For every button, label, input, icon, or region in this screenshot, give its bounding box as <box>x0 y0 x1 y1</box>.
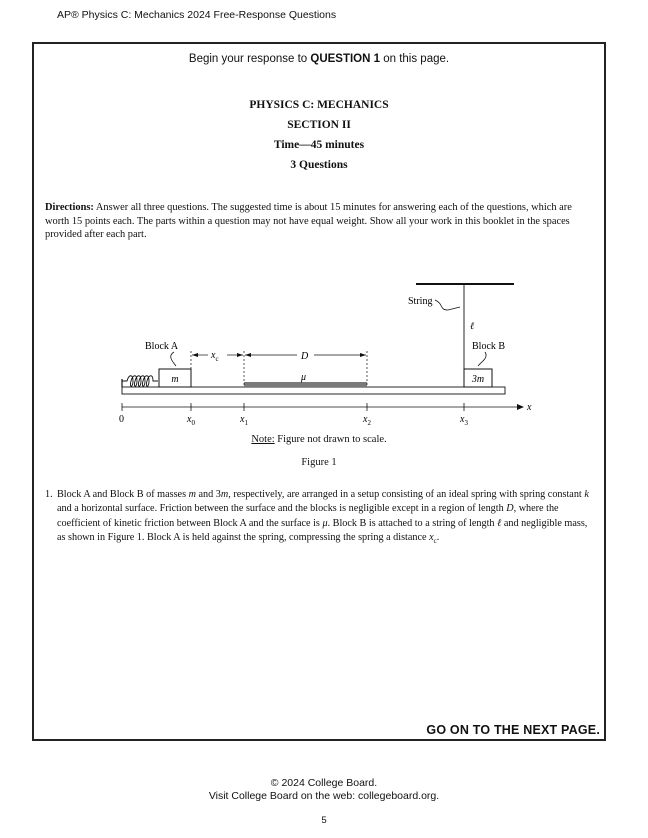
q-mu: μ <box>322 517 328 529</box>
note-label: Note: <box>251 434 275 445</box>
go-on-next-page: GO ON TO THE NEXT PAGE. <box>426 723 600 737</box>
begin-suffix: on this page. <box>380 53 450 65</box>
question-text <box>57 488 594 549</box>
surface <box>122 387 505 394</box>
tick-label-0: 0 <box>119 414 124 425</box>
q-xc-sub: c <box>433 537 437 546</box>
xc-arrow-right <box>237 353 243 357</box>
xc-label <box>210 350 219 363</box>
response-frame <box>32 42 606 741</box>
tick-label-x1 <box>239 414 248 427</box>
q-m: m <box>188 489 196 500</box>
figure-note <box>34 434 604 445</box>
block-b-pointer <box>478 352 486 366</box>
d-arrow-right <box>360 353 366 357</box>
xc-label-sub: c <box>215 355 219 363</box>
directions-label: Directions: <box>45 202 94 213</box>
section-number: SECTION II <box>287 119 351 131</box>
q-t8: . <box>436 532 440 544</box>
question-number: 1. <box>45 489 53 500</box>
mu-label: μ <box>301 372 307 383</box>
figure-caption: Figure 1 <box>301 457 337 468</box>
tick-label-x3-sub: 3 <box>464 419 468 427</box>
section-question-count: 3 Questions <box>290 159 348 171</box>
tick-label-x0-base: x <box>187 414 192 425</box>
section-time: Time—45 minutes <box>273 139 365 151</box>
string-length-label: ℓ <box>470 321 475 332</box>
tick-label-x0 <box>186 414 195 427</box>
q-t7: and negligible mass, as shown in Figure 1. Block A is held against the spring, compressing the spring a distance <box>57 517 588 544</box>
note-text: Figure not drawn to scale. <box>274 434 387 445</box>
block-a-label: Block A <box>145 341 179 352</box>
block-b-label: Block B <box>472 341 506 352</box>
tick-label-x2 <box>362 414 371 427</box>
x-axis-label: x <box>527 402 532 413</box>
xc-arrow-left <box>192 353 198 357</box>
section-subject: PHYSICS C: MECHANICS <box>249 99 389 111</box>
q-t3: , respectively, are arranged in a setup consisting of an ideal spring with spring constant <box>228 489 585 500</box>
q-m2: m <box>220 489 229 500</box>
tick-label-x2-base: x <box>363 414 368 425</box>
q-xc: x <box>429 532 434 544</box>
tick-label-x3-base: x <box>460 414 465 425</box>
xc-label-base: x <box>211 350 216 361</box>
footer-visit: Visit College Board on the web: collegeboard.org. <box>208 790 440 802</box>
block-a-pointer <box>171 352 176 366</box>
footer-copyright: © 2024 College Board. <box>270 777 378 789</box>
page-header: AP® Physics C: Mechanics 2024 Free-Response Questions <box>57 9 337 21</box>
string-pointer <box>435 300 460 310</box>
string-label: String <box>408 296 433 307</box>
q-t4: and a horizontal surface. Friction between the surface and the blocks is negligible except in a region of length <box>57 503 507 515</box>
begin-question: QUESTION 1 <box>310 53 381 65</box>
begin-prefix: Begin your response to <box>188 53 311 65</box>
spring <box>122 376 158 387</box>
tick-label-x2-sub: 2 <box>367 419 371 427</box>
d-arrow-left <box>245 353 251 357</box>
figure-1 <box>34 44 608 464</box>
d-label: D <box>301 351 309 362</box>
q-k: k <box>584 489 589 500</box>
question-1 <box>45 488 594 549</box>
block-a-mass: m <box>171 374 179 385</box>
x-axis-arrow <box>517 404 524 410</box>
tick-label-x3 <box>459 414 468 427</box>
q-t6: . Block B is attached to a string of length <box>327 517 498 529</box>
q-ell: ℓ <box>497 517 502 529</box>
q-t2: and 3 <box>195 489 221 500</box>
page-number: 5 <box>321 815 327 826</box>
tick-label-x1-sub: 1 <box>244 419 248 427</box>
q-t1: Block A and Block B of masses <box>57 489 189 500</box>
tick-label-x0-sub: 0 <box>191 419 195 427</box>
tick-label-x1-base: x <box>240 414 245 425</box>
q-D: D <box>506 503 514 515</box>
q-t5: , where the coefficient of kinetic friction between Block A and the surface is <box>57 503 559 529</box>
block-b-mass: 3m <box>471 374 485 385</box>
directions-text: Answer all three questions. The suggested time is about 15 minutes for answering each of the questions, which are worth 15 points each. The parts within a question may not have equal weight. Show all your work in this booklet in the spaces provided after each part. <box>45 202 572 241</box>
